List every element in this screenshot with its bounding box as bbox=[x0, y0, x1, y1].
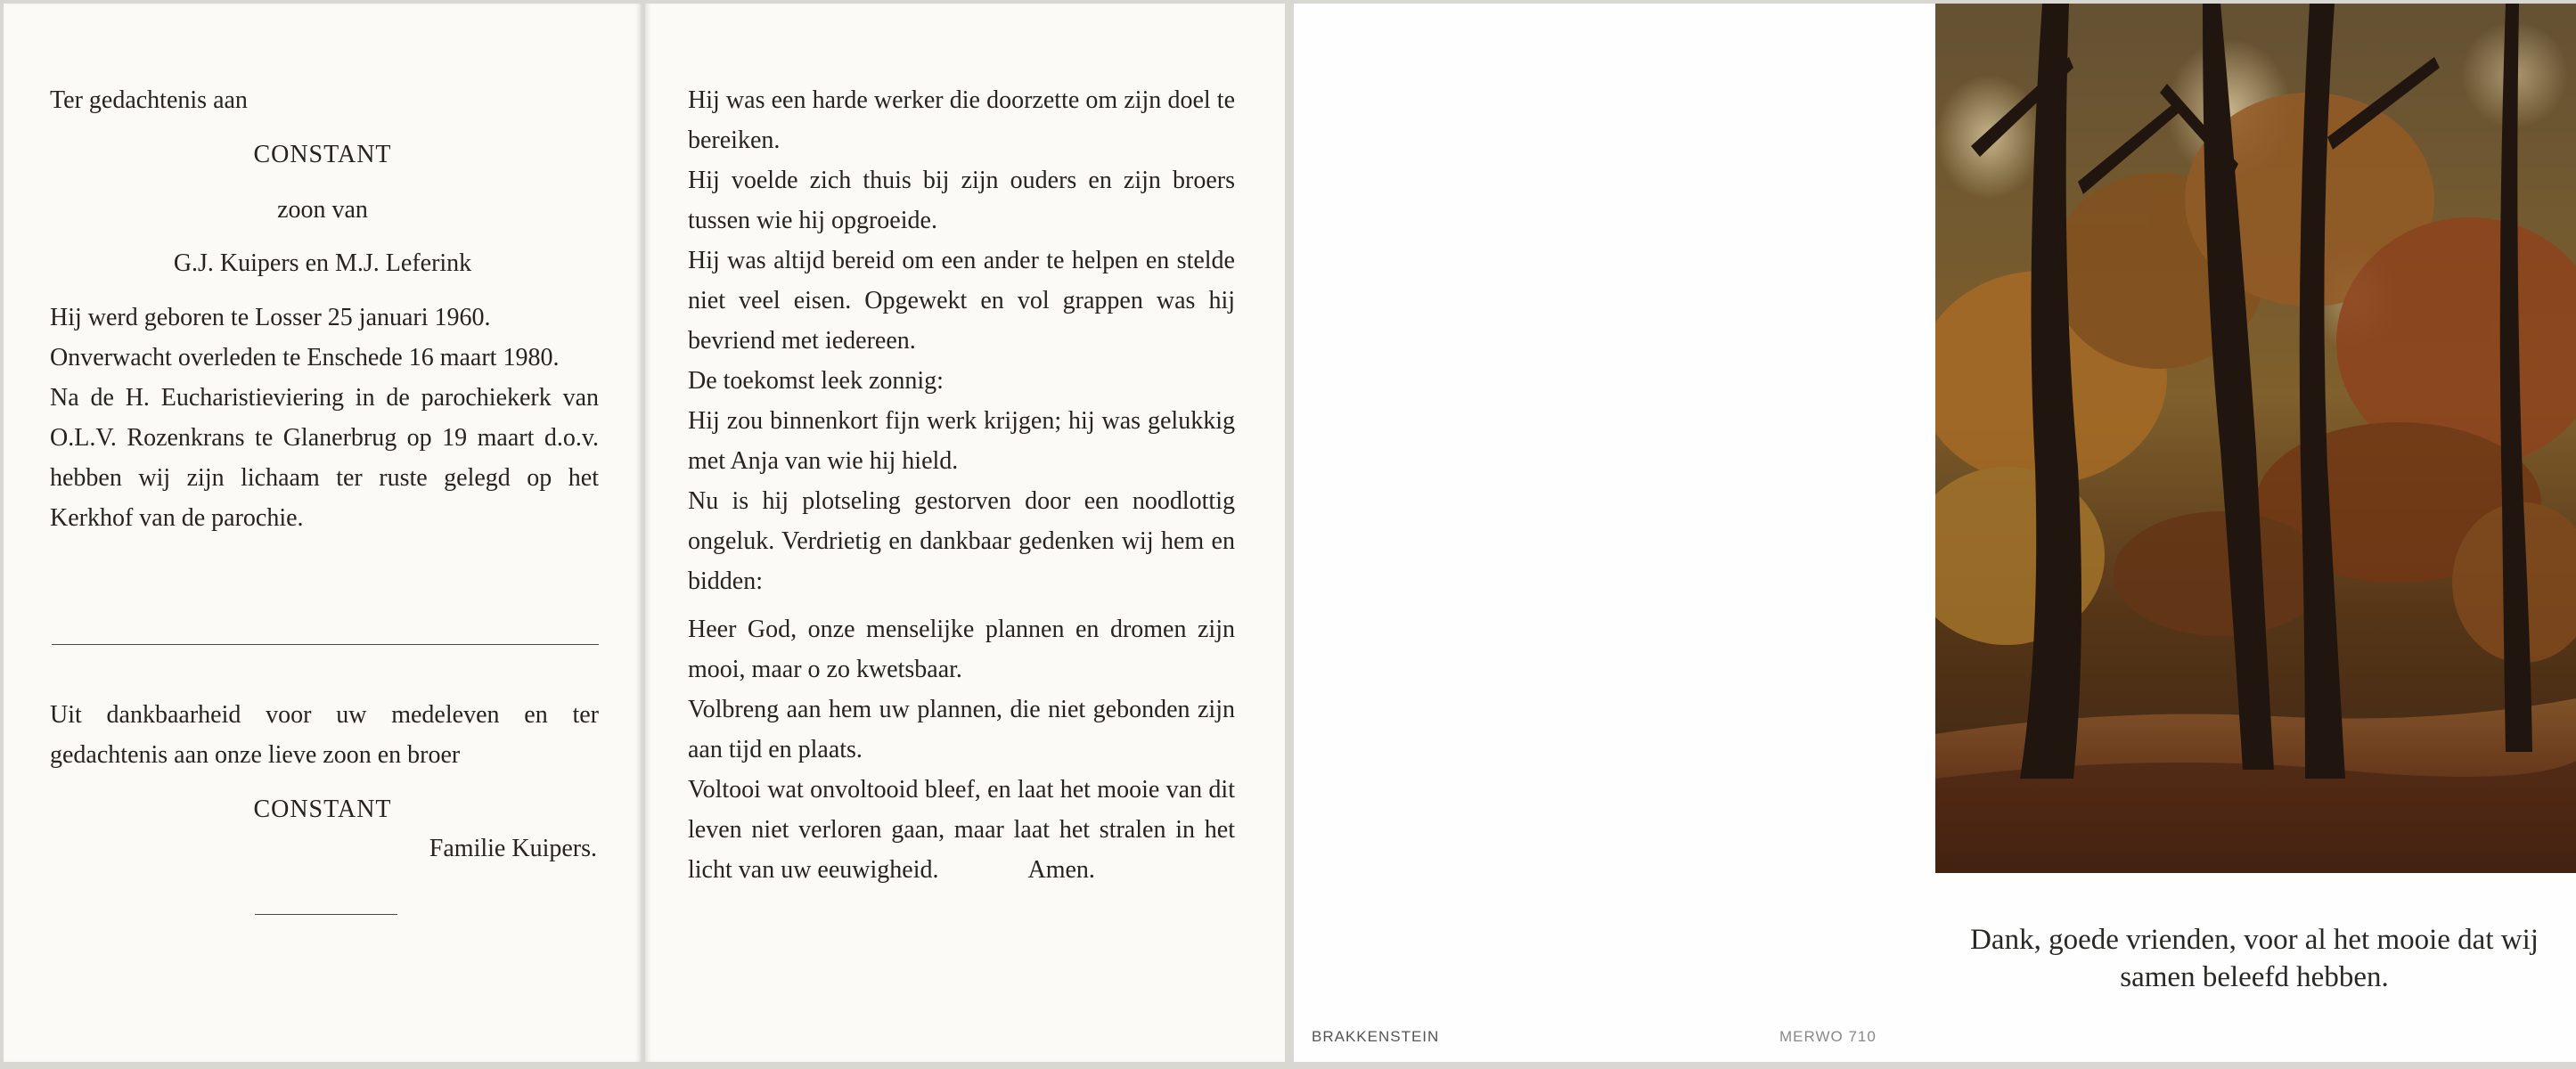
paragraph: Nu is hij plotseling gestorven door een noodlottig ongeluk. Verdrietig en dankbaar gedenken wij hem en bidden: bbox=[688, 487, 1235, 595]
paragraph: De toekomst leek zonnig: bbox=[688, 367, 944, 395]
amen: Amen. bbox=[1027, 856, 1095, 884]
publisher-imprint: BRAKKENSTEIN bbox=[1312, 1028, 1440, 1045]
birth-line: Hij werd geboren te Losser 25 januari 1960. bbox=[50, 304, 491, 331]
memorial-card-inside-right bbox=[645, 4, 1285, 1062]
prayer-line: Heer God, onze menselijke plannen en dromen zijn mooi, maar o zo kwetsbaar. bbox=[688, 616, 1235, 683]
short-divider-line bbox=[255, 914, 397, 915]
memorial-card-front bbox=[1934, 4, 2576, 1062]
death-line: Onverwacht overleden te Enschede 16 maart 1980. bbox=[50, 344, 560, 371]
prayer-line bbox=[688, 770, 1235, 890]
prayer-closing: Voltooi wat onvoltooid bleef, en laat het mooie van dit leven niet verloren gaan, maar laat het stralen in het licht van uw eeuwigheid. bbox=[688, 776, 1235, 884]
son-of-line: zoon van bbox=[277, 196, 368, 224]
paragraph: Hij voelde zich thuis bij zijn ouders en zijn broers tussen wie hij opgroeide. bbox=[688, 167, 1235, 234]
deceased-name-repeat: CONSTANT bbox=[253, 796, 392, 823]
thanks-text: Uit dankbaarheid voor uw medeleven en ter gedachtenis aan onze lieve zoon en broer bbox=[50, 701, 599, 769]
parents-names: G.J. Kuipers en M.J. Leferink bbox=[173, 249, 472, 277]
deceased-name: CONSTANT bbox=[253, 141, 392, 168]
prayer bbox=[688, 609, 1235, 890]
print-code: MERWO 710 bbox=[1779, 1028, 1877, 1045]
paragraph: Hij was altijd bereid om een ander te helpen en stelde niet veel eisen. Opgewekt en vol grappen was hij bevriend met iedereen. bbox=[688, 247, 1235, 355]
memorial-card-inside-left bbox=[4, 4, 642, 1062]
burial-line: Na de H. Eucharistieviering in de parochiekerk van O.L.V. Rozenkrans te Glanerbrug op 19 maart d.o.v. hebben wij zijn lichaam ter ruste gelegd op het Kerkhof van de parochie. bbox=[50, 384, 599, 532]
family-signature: Familie Kuipers. bbox=[429, 835, 597, 862]
divider-line bbox=[52, 644, 599, 645]
paragraph: Hij was een harde werker die doorzette om zijn doel te bereiken. bbox=[688, 86, 1235, 154]
life-description bbox=[688, 80, 1235, 601]
biography bbox=[50, 298, 599, 538]
memorial-card-back bbox=[1294, 4, 1934, 1062]
prayer-line: Volbreng aan hem uw plannen, die niet gebonden zijn aan tijd en plaats. bbox=[688, 696, 1235, 763]
autumn-forest-photo bbox=[1935, 4, 2576, 873]
front-verse: Dank, goede vrienden, voor al het mooie dat wij samen beleefd hebben. bbox=[1970, 924, 2539, 993]
paragraph: Hij zou binnenkort fijn werk krijgen; hij was gelukkig met Anja van wie hij hield. bbox=[688, 407, 1235, 475]
intro-line: Ter gedachtenis aan bbox=[50, 86, 248, 114]
